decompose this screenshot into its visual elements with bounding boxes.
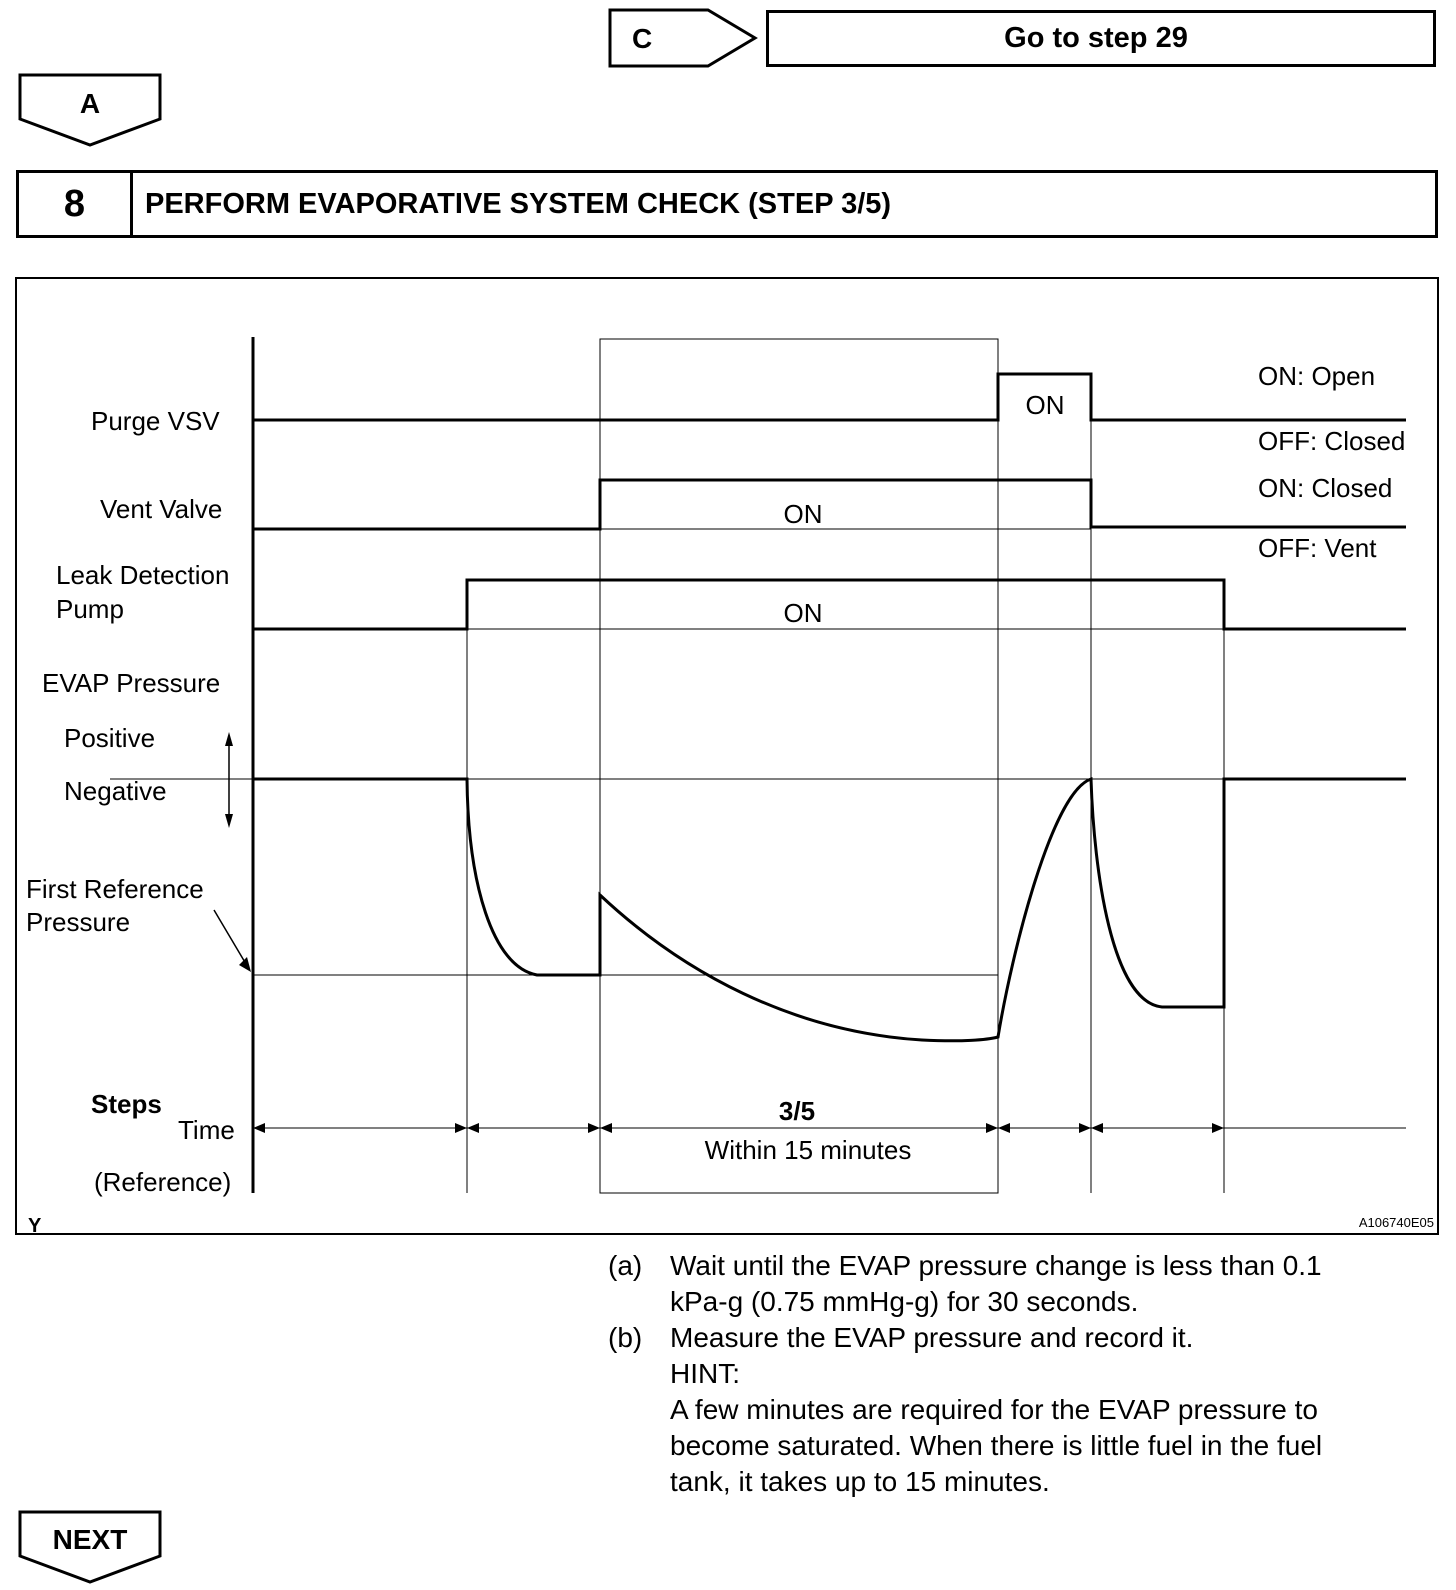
- label-first-ref-2: Pressure: [26, 907, 131, 937]
- label-negative: Negative: [64, 776, 167, 806]
- instruction-line: kPa-g (0.75 mmHg-g) for 30 seconds.: [670, 1286, 1139, 1317]
- corner-y-label: Y: [28, 1215, 42, 1237]
- label-positive: Positive: [64, 723, 156, 753]
- hint-line: become saturated. When there is little fuel in the fuel: [670, 1430, 1323, 1461]
- legend-vent-off: OFF: Vent: [1258, 533, 1377, 563]
- goto-step-box[interactable]: [766, 10, 1436, 67]
- label-vent-valve: Vent Valve: [100, 494, 223, 524]
- pressure-direction-arrow: [225, 732, 233, 828]
- step-header: [16, 170, 1438, 238]
- step-3-5-label: 3/5: [778, 1096, 816, 1126]
- axis-steps-label: Steps: [91, 1089, 162, 1119]
- instructions: [608, 1248, 1408, 1500]
- step-title: PERFORM EVAPORATIVE SYSTEM CHECK (STEP 3/5): [145, 187, 892, 220]
- branch-c-label: C: [632, 23, 653, 54]
- label-leak-pump-1: Leak Detection: [56, 560, 230, 590]
- legend-vent-on: ON: Closed: [1258, 473, 1393, 503]
- branch-a-arrow-shape: [18, 73, 163, 148]
- timing-diagram: [15, 277, 1439, 1235]
- first-reference-pointer: [214, 910, 251, 972]
- label-purge-vsv: Purge VSV: [91, 406, 220, 436]
- label-leak-pump-2: Pump: [56, 594, 124, 624]
- next-label: NEXT: [52, 1524, 128, 1555]
- axis-reference-label: (Reference): [94, 1167, 232, 1197]
- vent-valve-trace: [253, 480, 1406, 529]
- branch-c-arrow-shape: [608, 8, 758, 68]
- purge-vsv-trace: [253, 374, 1406, 420]
- vent-on-label: ON: [783, 499, 823, 529]
- hint-heading: HINT:: [670, 1358, 740, 1389]
- guide-lines: [110, 339, 1406, 1193]
- branch-a-label: A: [79, 88, 101, 119]
- branch-a-tag[interactable]: [18, 73, 163, 153]
- instruction-letter: (b): [608, 1322, 643, 1353]
- timing-diagram-svg: [17, 279, 1441, 1237]
- step-3-5-frame: [600, 339, 998, 1193]
- duration-label: Within 15 minutes: [704, 1135, 912, 1165]
- label-first-ref-1: First Reference: [26, 874, 204, 904]
- figure-id: A106740E05: [1358, 1215, 1434, 1230]
- instruction-line: Measure the EVAP pressure and record it.: [670, 1322, 1194, 1353]
- hint-line: A few minutes are required for the EVAP pressure to: [670, 1394, 1318, 1425]
- next-arrow-shape: [18, 1510, 163, 1585]
- instruction-letter: (a): [608, 1250, 643, 1281]
- next-tag[interactable]: [18, 1510, 163, 1590]
- axis-time-label: Time: [178, 1115, 235, 1145]
- pump-on-label: ON: [783, 598, 823, 628]
- label-evap-pressure: EVAP Pressure: [42, 668, 221, 698]
- legend-purge-on: ON: Open: [1258, 361, 1376, 391]
- signal-traces: [253, 374, 1406, 1041]
- evap-pressure-trace: [253, 779, 1406, 1041]
- leak-pump-trace: [253, 580, 1406, 629]
- instruction-line: Wait until the EVAP pressure change is less than 0.1: [670, 1250, 1322, 1281]
- legend-purge-off: OFF: Closed: [1258, 426, 1406, 456]
- instruction-b: [608, 1320, 1408, 1500]
- step-number: 8: [19, 173, 133, 235]
- hint-line: tank, it takes up to 15 minutes.: [670, 1466, 1050, 1497]
- instruction-a: [608, 1248, 1408, 1320]
- branch-c-tag[interactable]: [608, 8, 758, 73]
- goto-step-text: Go to step 29: [1004, 22, 1188, 54]
- purge-on-label: ON: [1025, 390, 1065, 420]
